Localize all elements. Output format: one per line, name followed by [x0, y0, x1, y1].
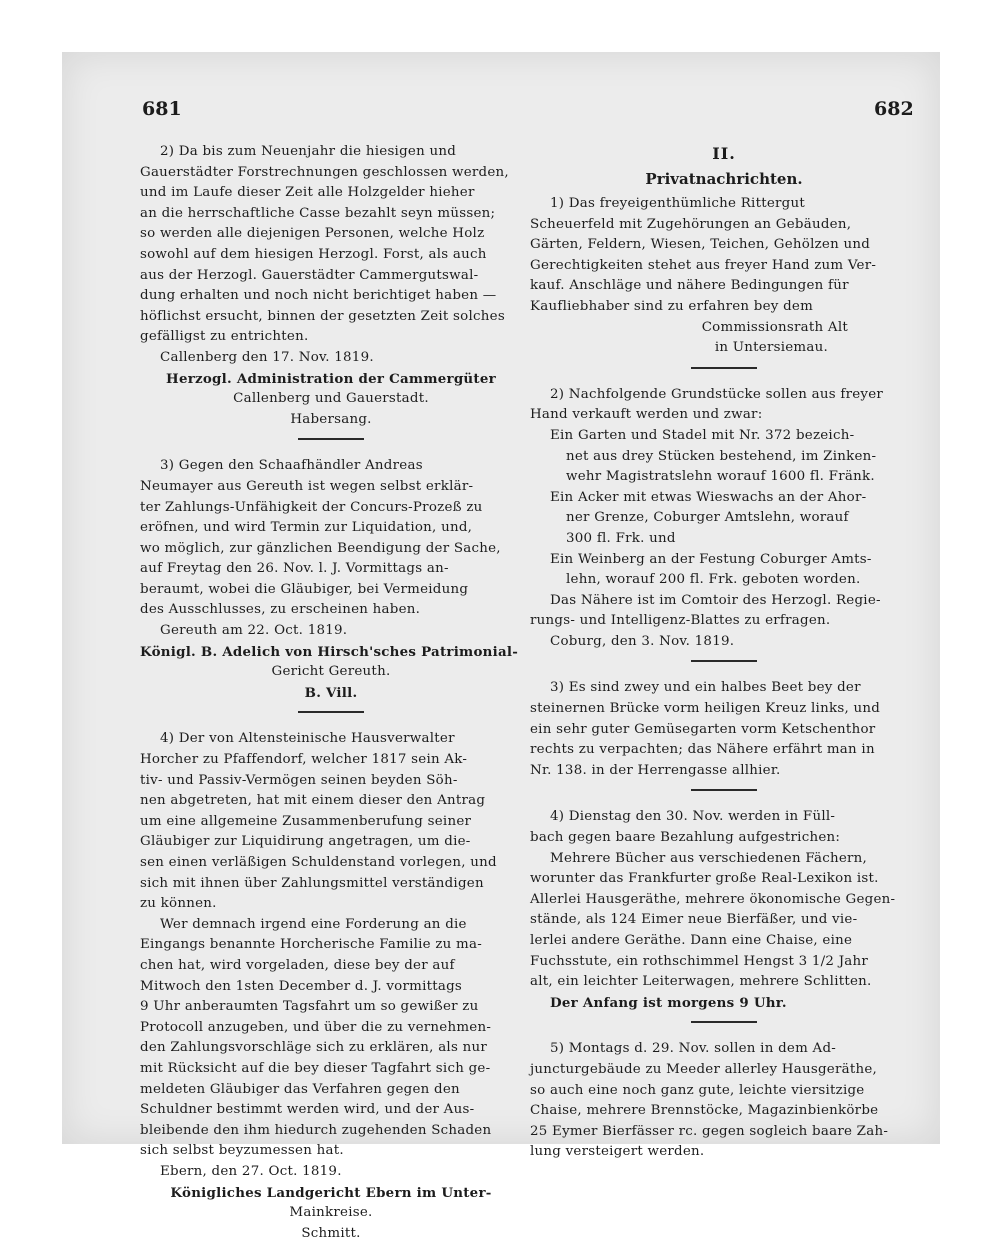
text-line: auf Freytag den 26. Nov. l. J. Vormittags an-	[140, 561, 449, 577]
text-line: sich mit ihnen über Zahlungsmittel verständigen	[140, 875, 484, 891]
notice-date: Callenberg den 17. Nov. 1819.	[160, 349, 374, 365]
separator-rule	[298, 711, 364, 713]
text-line: rungs- und Intelligenz-Blattes zu erfragen.	[530, 613, 831, 629]
notice-body	[530, 194, 918, 318]
text-line: steinernen Brücke vorm heiligen Kreuz links, und	[530, 701, 881, 717]
notice-3-beete	[530, 678, 918, 791]
notice-body	[140, 456, 522, 621]
text-line: Hand verkauft werden und zwar:	[530, 407, 763, 423]
text-line: an die herrschaftliche Casse bezahlt seyn müssen;	[140, 205, 496, 221]
notice-date: Ebern, den 27. Oct. 1819.	[160, 1163, 342, 1179]
notice-authority-place: Mainkreise.	[289, 1205, 373, 1221]
text-line: 2) Nachfolgende Grundstücke sollen aus freyer	[550, 386, 884, 402]
text-line: ein sehr guter Gemüsegarten vorm Ketschenthor	[530, 721, 876, 737]
notice-closing	[530, 591, 918, 632]
text-line: eröfnen, und wird Termin zur Liquidation, und,	[140, 520, 473, 536]
notice-4-fuellbach	[530, 807, 918, 1023]
text-line: 4) Dienstag den 30. Nov. werden in Füll-	[550, 809, 836, 825]
text-line: Protocoll anzugeben, und über die zu vernehmen-	[140, 1019, 492, 1035]
text-line: Gerechtigkeiten stehet aus freyer Hand zum Ver-	[530, 257, 877, 273]
text-line: Scheuerfeld mit Zugehörungen an Gebäuden,	[530, 216, 852, 232]
text-line: sich selbst beyzumessen hat.	[140, 1143, 344, 1159]
section-title: Privatnachrichten.	[645, 170, 803, 188]
separator-rule	[691, 660, 757, 662]
text-line: Ein Weinberg an der Festung Coburger Amts-	[550, 551, 872, 567]
text-line: Mehrere Bücher aus verschiedenen Fächern,	[550, 850, 868, 866]
text-line: net aus drey Stücken bestehend, im Zinken-	[566, 448, 877, 464]
left-column	[140, 142, 522, 1244]
text-line: des Ausschlusses, zu erscheinen haben.	[140, 602, 421, 618]
text-line: dung erhalten und noch nicht berichtiget haben —	[140, 288, 497, 304]
separator-rule	[691, 789, 757, 791]
text-line: aus der Herzogl. Gauerstädter Cammergutswal-	[140, 267, 479, 283]
notice-signature: Habersang.	[290, 411, 372, 427]
notice-body	[530, 1039, 918, 1163]
text-line: rechts zu verpachten; das Nähere erfährt man in	[530, 742, 875, 758]
notice-body	[530, 385, 918, 426]
section-number: II.	[712, 144, 736, 163]
text-line: so auch eine noch ganz gute, leichte viersitzige	[530, 1082, 865, 1098]
notice-body	[140, 142, 522, 348]
sale-item-vineyard	[530, 550, 918, 591]
text-line: Eingangs benannte Horcherische Familie zu ma-	[140, 937, 483, 953]
text-line: gefälligst zu entrichten.	[140, 329, 309, 345]
text-line: Kaufliebhaber sind zu erfahren bey dem	[530, 298, 814, 314]
text-line: tiv- und Passiv-Vermögen seinen beyden Söh-	[140, 772, 458, 788]
text-line: sen einen verläßigen Schuldenstand vorlegen, und	[140, 855, 497, 870]
text-line: 2) Da bis zum Neuenjahr die hiesigen und	[160, 144, 457, 159]
text-line: alt, ein leichter Leiterwagen, mehrere Schlitten.	[530, 974, 872, 990]
notice-authority: Königliches Landgericht Ebern im Unter-	[170, 1184, 492, 1201]
text-line: juncturgebäude zu Meeder allerley Hausgeräthe,	[530, 1061, 878, 1077]
notice-body	[530, 807, 918, 848]
text-line: kauf. Anschläge und nähere Bedingungen für	[530, 278, 849, 294]
text-line: höflichst ersucht, binnen der gesetzten Zeit solches	[140, 308, 505, 324]
text-line: Horcher zu Pfaffendorf, welcher 1817 sein Ak-	[140, 752, 468, 768]
text-line: den Zahlungsvorschläge sich zu erklären, als nur	[140, 1040, 487, 1056]
page-number-left: 681	[142, 98, 182, 120]
text-line: Chaise, mehrere Brennstöcke, Magazinbienkörbe	[530, 1103, 879, 1119]
notice-2-forestry	[140, 142, 522, 440]
notice-signature: B. Vill.	[304, 684, 358, 701]
text-line: Ein Acker mit etwas Wieswachs an der Ahor-	[550, 489, 867, 505]
text-line: chen hat, wird vorgeladen, diese bey der auf	[140, 957, 455, 973]
text-line: Allerlei Hausgeräthe, mehrere ökonomische Gegen-	[530, 891, 896, 907]
notice-3-concurs	[140, 456, 522, 713]
text-line: und im Laufe dieser Zeit alle Holzgelder hieher	[140, 185, 475, 201]
text-line: Ein Garten und Stadel mit Nr. 372 bezeich-	[550, 427, 855, 443]
text-line: mit Rücksicht auf die bey dieser Tagfahrt sich ge-	[140, 1060, 491, 1076]
notice-date: Gereuth am 22. Oct. 1819.	[160, 623, 348, 639]
text-line: Nr. 138. in der Herrengasse allhier.	[530, 762, 781, 778]
text-line: 9 Uhr anberaumten Tagsfahrt um so gewißer zu	[140, 999, 479, 1015]
text-line: nen abgetreten, hat mit einem dieser den Antrag	[140, 793, 486, 809]
notice-body-2	[140, 915, 522, 1162]
text-line: Gauerstädter Forstrechnungen geschlossen werden,	[140, 164, 509, 180]
text-line: Schuldner bestimmt werden wird, und der Aus-	[140, 1102, 475, 1118]
text-line: Mitwoch den 1sten December d. J. vormittags	[140, 978, 463, 994]
notice-2-grundstuecke	[530, 385, 918, 663]
text-line: Neumayer aus Gereuth ist wegen selbst erklär-	[140, 478, 474, 494]
text-line: Gläubiger zur Liquidirung angetragen, um die-	[140, 834, 471, 850]
notice-5-meeder	[530, 1039, 918, 1163]
text-line: 1) Das freyeigenthümliche Rittergut	[550, 196, 805, 211]
page-number-right: 682	[874, 98, 914, 120]
notice-authority-place: Callenberg und Gauerstadt.	[233, 391, 429, 407]
text-line: 300 fl. Frk. und	[566, 530, 676, 546]
notice-body	[140, 729, 522, 914]
notice-4-horcher	[140, 729, 522, 1244]
text-line: 25 Eymer Bierfässer rc. gegen sogleich baare Zah-	[530, 1123, 889, 1139]
text-line: stände, als 124 Eimer neue Bierfäßer, und vie-	[530, 912, 858, 928]
text-line: 3) Gegen den Schaafhändler Andreas	[160, 458, 423, 474]
text-line: worunter das Frankfurter große Real-Lexikon ist.	[530, 871, 879, 887]
notice-contact: Commissionsrath Alt	[701, 319, 848, 335]
notice-authority: Königl. B. Adelich von Hirsch'sches Patrimonial-	[140, 643, 519, 660]
notice-1-rittergut	[530, 194, 918, 369]
separator-rule	[691, 1021, 757, 1023]
separator-rule	[298, 438, 364, 440]
text-line: 5) Montags d. 29. Nov. sollen in dem Ad-	[550, 1041, 837, 1057]
text-line: wehr Magistratslehn worauf 1600 fl. Fränk.	[566, 469, 875, 485]
text-line: lung versteigert werden.	[530, 1144, 705, 1160]
notice-body	[530, 678, 918, 781]
text-line: so werden alle diejenigen Personen, welche Holz	[140, 226, 485, 242]
right-column	[530, 142, 918, 1163]
notice-contact-place: in Untersiemau.	[714, 340, 828, 356]
text-line: meldeten Gläubiger das Verfahren gegen den	[140, 1081, 460, 1097]
text-line: Gärten, Feldern, Wiesen, Teichen, Gehölzen und	[530, 237, 871, 253]
notice-date: Coburg, den 3. Nov. 1819.	[550, 633, 735, 649]
notice-signature: Schmitt.	[301, 1225, 361, 1241]
notice-authority: Herzogl. Administration der Cammergüter	[166, 370, 496, 387]
notice-start-time: Der Anfang ist morgens 9 Uhr.	[550, 994, 787, 1011]
text-line: Fuchsstute, ein rothschimmel Hengst 3 1/2 Jahr	[530, 953, 869, 969]
text-line: ner Grenze, Coburger Amtslehn, worauf	[566, 510, 849, 526]
notice-body-2	[530, 849, 918, 993]
notice-authority-place: Gericht Gereuth.	[271, 664, 391, 680]
text-line: 4) Der von Altensteinische Hausverwalter	[160, 731, 455, 747]
text-line: um eine allgemeine Zusammenberufung seiner	[140, 813, 472, 829]
text-line: beraumt, wobei die Gläubiger, bei Vermeidung	[140, 581, 469, 597]
text-line: Das Nähere ist im Comtoir des Herzogl. Regie-	[550, 592, 881, 608]
text-line: lerlei andere Geräthe. Dann eine Chaise, eine	[530, 933, 853, 948]
separator-rule	[691, 367, 757, 369]
text-line: sowohl auf dem hiesigen Herzogl. Forst, als auch	[140, 246, 487, 262]
text-line: ter Zahlungs-Unfähigkeit der Concurs-Prozeß zu	[140, 499, 483, 515]
text-line: bleibende den ihm hiedurch zugehenden Schaden	[140, 1122, 492, 1138]
sale-item-field	[530, 488, 918, 550]
text-line: 3) Es sind zwey und ein halbes Beet bey der	[550, 680, 861, 696]
text-line: bach gegen baare Bezahlung aufgestrichen:	[530, 830, 841, 846]
text-line: lehn, worauf 200 fl. Frk. geboten worden.	[566, 572, 861, 588]
text-line: wo möglich, zur gänzlichen Beendigung der Sache,	[140, 540, 501, 556]
sale-item-garden	[530, 426, 918, 488]
text-line: Wer demnach irgend eine Forderung an die	[160, 916, 467, 932]
text-line: zu können.	[140, 896, 217, 912]
